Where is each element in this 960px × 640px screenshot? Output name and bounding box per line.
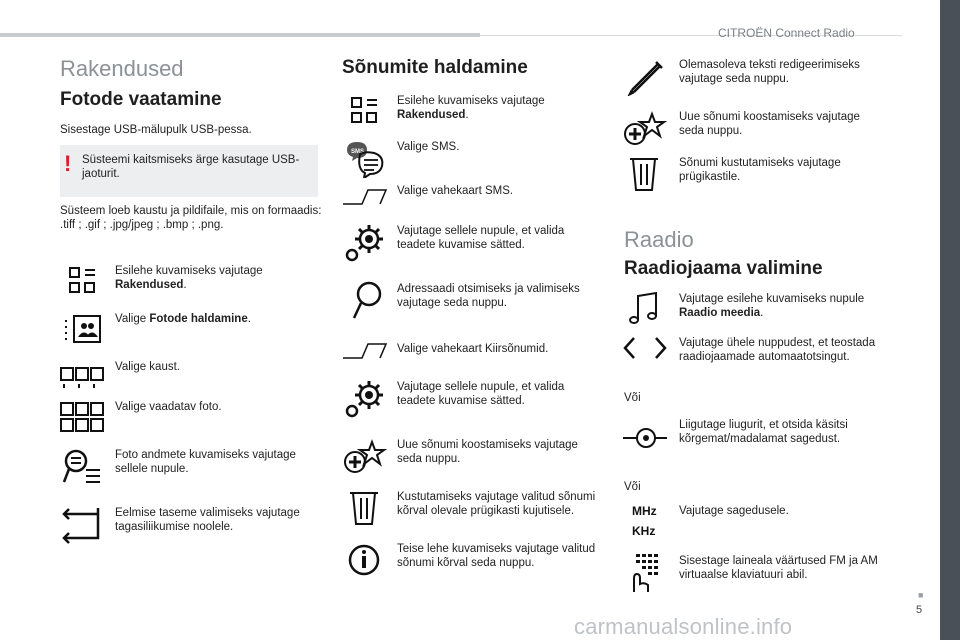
tab-icon (342, 340, 388, 380)
khz-label: KHz (632, 524, 656, 538)
header-bar (0, 33, 480, 37)
list-item-text: Vajutage sagedusele. (679, 505, 789, 517)
formats-text: Süsteem loeb kaustu ja pildifaile, mis on formaadis: .tiff ; .gif ; .jpg/jpeg ; .bmp ; .png. (60, 205, 322, 231)
chevrons-icon (622, 334, 668, 374)
sms-icon (342, 138, 388, 178)
warning-text: Süsteemi kaitsmiseks ärge kasutage USB-jaoturit. (82, 154, 300, 180)
list-item-text: Valige kaust. (115, 361, 180, 373)
header-title: CITROËN Connect Radio (718, 26, 855, 40)
list-item-text: Valige SMS. (397, 141, 460, 153)
side-strip (940, 0, 960, 640)
photo-gallery-icon (60, 310, 106, 350)
info-icon (342, 540, 388, 580)
warning-icon: ! (64, 151, 72, 176)
list-item-text: Valige vahekaart SMS. (397, 185, 514, 197)
slider-icon (622, 416, 668, 456)
list-item-text: Teise lehe kuvamiseks vajutage valitud sõnumi kõrval seda nuppu. (397, 543, 596, 569)
list-item-text: Adressaadi otsimiseks ja valimiseks vajutage seda nuppu. (397, 283, 580, 309)
svg-text:SMS: SMS (351, 149, 365, 155)
list-item-text: Uue sõnumi koostamiseks vajutage seda nuppu. (397, 439, 578, 465)
list-item-text: Sisestage laineala väärtused FM ja AM virtuaalse klaviatuuri abil. (679, 555, 878, 581)
section-title-radio: Raadio (624, 227, 694, 252)
warning-box (60, 145, 318, 197)
grid-icon (60, 262, 106, 302)
grid-icon (342, 92, 388, 132)
or-label: Või (624, 392, 641, 404)
gear-icon (342, 378, 388, 418)
list-item-text: Liigutage liugurit, et otsida käsitsi kõrgemat/madalamat sagedust. (679, 419, 848, 445)
or-label: Või (624, 481, 641, 493)
watermark: carmanualsonline.info (574, 614, 793, 639)
heading-radio-select: Raadiojaama valimine (624, 258, 823, 279)
mhz-khz-icon (622, 502, 668, 542)
pencil-icon (622, 56, 668, 96)
list-item-text: Vajutage sellele nupule, et valida teadete kuvamise sätted. (397, 225, 565, 251)
list-item-text: Olemasoleva teksti redigeerimiseks vajutage seda nuppu. (679, 59, 860, 85)
music-note-icon (622, 290, 668, 330)
heading-photos: Fotode vaatamine (60, 89, 222, 110)
list-item-text: Vajutage sellele nupule, et valida teadete kuvamise sätted. (397, 381, 565, 407)
list-item-text: Esilehe kuvamiseks vajutage Rakendused. (115, 265, 263, 291)
list-item-text: Valige vahekaart Kiirsõnumid. (397, 343, 549, 355)
tab-icon (342, 182, 388, 222)
add-star-icon (342, 436, 388, 476)
list-item-text: Foto andmete kuvamiseks vajutage sellele nupule. (115, 449, 296, 475)
folder-tab-icon (60, 358, 106, 398)
list-item-text: Vajutage esilehe kuvamiseks nupule Raadio meedia. (679, 293, 865, 319)
trash-icon (622, 154, 668, 194)
add-star-icon (622, 108, 668, 148)
list-item-text: Sõnumi kustutamiseks vajutage prügikastile. (679, 157, 841, 183)
search-icon (342, 280, 388, 320)
list-item-text: Eelmise taseme valimiseks vajutage tagasiliikumise noolele. (115, 507, 300, 533)
keypad-touch-icon (622, 552, 668, 592)
intro-text: Sisestage USB-mälupulk USB-pessa. (60, 124, 252, 136)
list-item-text: Valige Fotode haldamine. (115, 313, 251, 325)
gear-icon (342, 222, 388, 262)
list-item-text: Esilehe kuvamiseks vajutage Rakendused. (397, 95, 545, 121)
thumbnails-icon (60, 398, 106, 438)
trash-icon (342, 488, 388, 528)
search-list-icon (60, 446, 106, 486)
section-title-apps: Rakendused (60, 56, 184, 81)
list-item-text: Valige vaadatav foto. (115, 401, 222, 413)
page-number: 5 (916, 604, 923, 616)
list-item-text: Uue sõnumi koostamiseks vajutage seda nuppu. (679, 111, 860, 137)
side-mark: ■ (918, 590, 924, 600)
list-item-text: Kustutamiseks vajutage valitud sõnumi kõrval olevale prügikasti kujutisele. (397, 491, 596, 517)
list-item-text: Vajutage ühele nuppudest, et teostada raadiojaamade automaatotsingut. (679, 337, 876, 363)
back-arrow-icon (60, 504, 106, 544)
mhz-label: MHz (632, 504, 657, 518)
heading-messages: Sõnumite haldamine (342, 57, 528, 78)
